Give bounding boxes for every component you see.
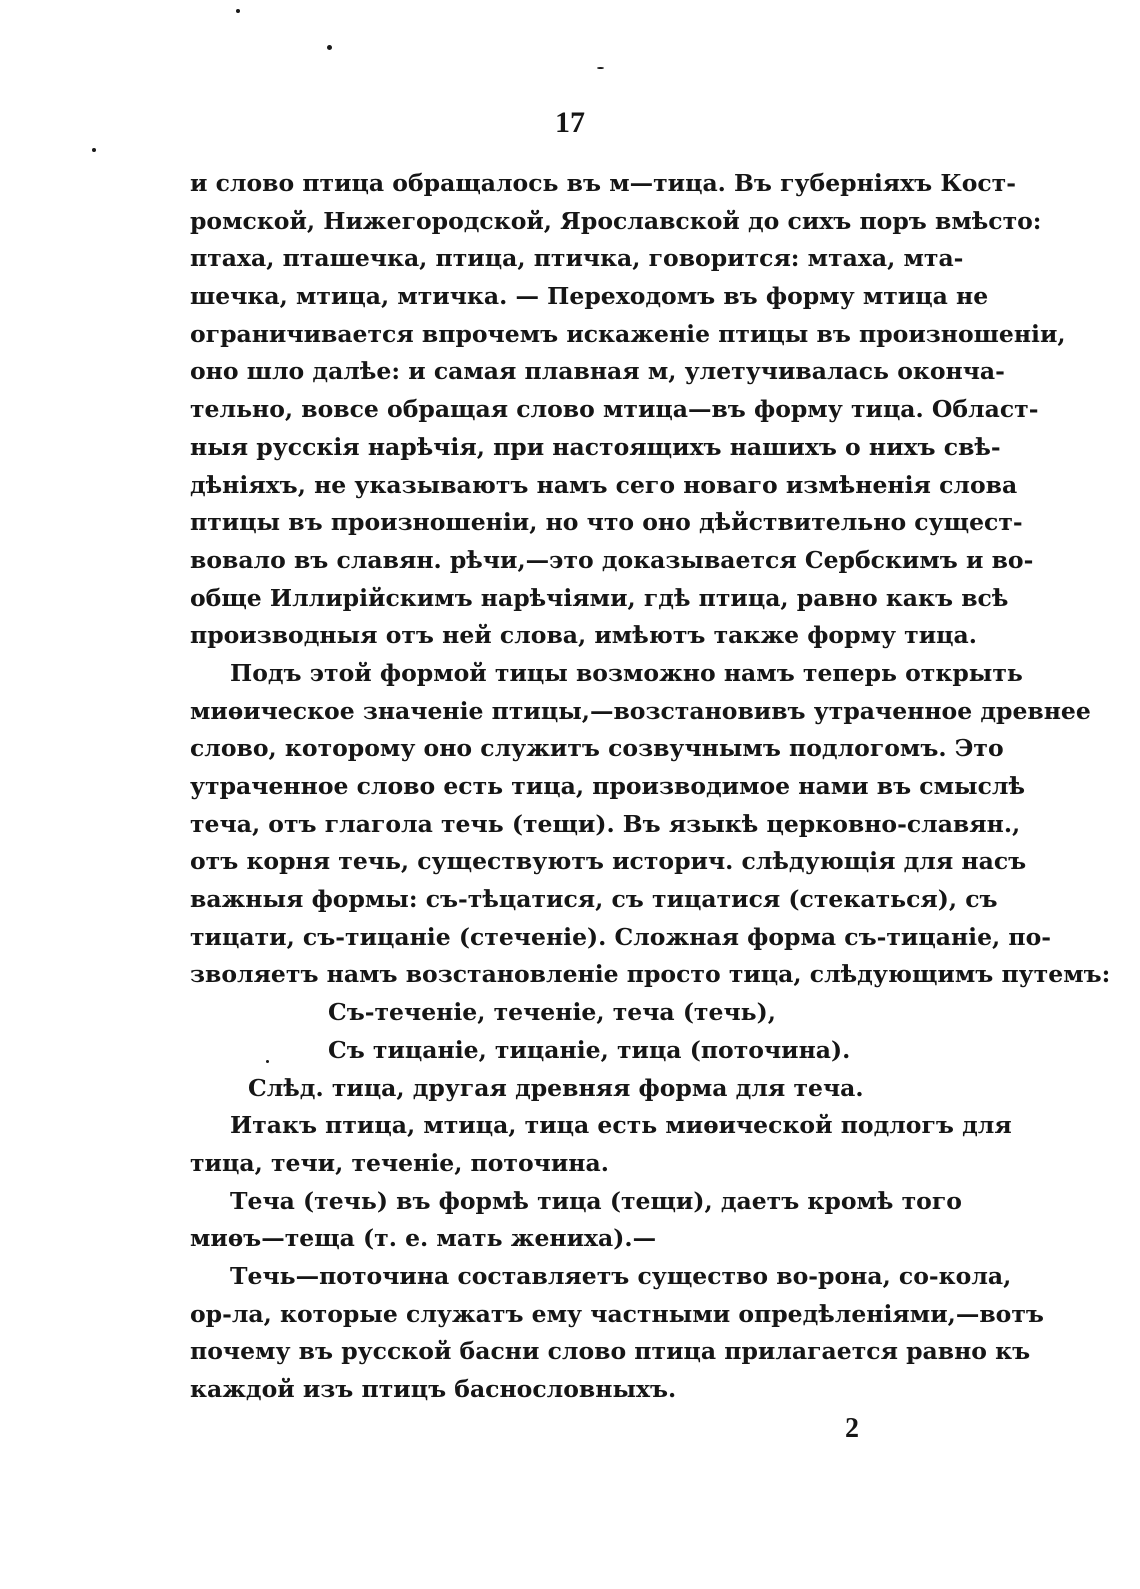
scan-speck xyxy=(327,45,332,50)
text-line: тица, течи, теченіе, поточина. xyxy=(190,1148,609,1177)
text-line: и слово птица обращалось въ м—тица. Въ губерніяхъ Кост- xyxy=(190,169,1016,197)
formula-line: Съ-теченіе, теченіе, теча (течь), xyxy=(328,998,776,1027)
text-line: утраченное слово есть тица, производимое нами въ смыслѣ xyxy=(190,772,1025,800)
text-line: вовало въ славян. рѣчи,—это доказывается Сербскимъ и во- xyxy=(190,545,1034,574)
text-line: обще Иллирійскимъ нарѣчіями, гдѣ птица, равно какъ всѣ xyxy=(190,583,1009,612)
text-line: птаха, пташечка, птица, птичка, говорится: мтаха, мта- xyxy=(190,244,964,273)
text-line: отъ корня течь, существуютъ историч. слѣдующія для насъ xyxy=(190,847,1027,876)
text-line: тицати, съ-тицаніе (стеченіе). Сложная форма съ-тицаніе, по- xyxy=(190,922,1052,951)
text-line: ромской, Нижегородской, Ярославской до сихъ поръ вмѣсто: xyxy=(190,206,1042,235)
text-line: важныя формы: съ-тѣцатися, съ тицатися (стекаться), съ xyxy=(190,885,998,914)
text-line: зволяетъ намъ возстановленіе просто тица, слѣдующимъ путемъ: xyxy=(190,960,1111,989)
text-line: Итакъ птица, мтица, тица есть миѳической подлогъ для xyxy=(230,1111,1012,1140)
text-line: миѳическое значеніе птицы,—возстановивъ утраченное древнее xyxy=(190,696,1091,725)
scan-speck xyxy=(92,148,96,152)
text-line: птицы въ произношеніи, но что оно дѣйствительно сущест- xyxy=(190,508,1023,537)
text-line: теча, отъ глагола течь (тещи). Въ языкѣ церковно-славян., xyxy=(190,809,1021,838)
text-line: производныя отъ ней слова, имѣютъ также форму тица. xyxy=(190,621,977,650)
text-line: ныя русскія нарѣчія, при настоящихъ нашихъ о нихъ свѣ- xyxy=(190,432,1001,461)
text-line: оно шло далѣе: и самая плавная м, улетучивалась оконча- xyxy=(190,357,1005,386)
text-line: шечка, мтица, мтичка. — Переходомъ въ форму мтица не xyxy=(190,282,989,311)
conclusion-line: Слѣд. тица, другая древняя форма для теча. xyxy=(248,1073,864,1102)
text-line: тельно, вовсе обращая слово мтица—въ форму тица. Област- xyxy=(190,395,1039,424)
text-line: ор-ла, которые служатъ ему частными опредѣленіями,—вотъ xyxy=(190,1299,1044,1328)
scan-speck xyxy=(597,67,604,69)
text-line: Подъ этой формой тицы возможно намъ теперь открыть xyxy=(230,658,1023,687)
page-number: 17 xyxy=(555,106,585,139)
text-line: каждой изъ птицъ баснословныхъ. xyxy=(190,1375,677,1403)
signature-mark: 2 xyxy=(845,1413,859,1444)
text-line: ограничивается впрочемъ искаженіе птицы въ произношеніи, xyxy=(190,319,1066,348)
text-line: слово, которому оно служитъ созвучнымъ подлогомъ. Это xyxy=(190,734,1004,763)
text-line: дѣніяхъ, не указываютъ намъ сего новаго измѣненія слова xyxy=(190,470,1018,499)
text-line: почему въ русской басни слово птица прилагается равно къ xyxy=(190,1337,1031,1366)
scan-speck xyxy=(236,9,240,13)
text-line: Течь—поточина составляетъ существо во-рона, со-кола, xyxy=(230,1261,1012,1290)
body-text xyxy=(190,165,1111,1409)
formula-line: Съ тицаніе, тицаніе, тица (поточина). xyxy=(328,1035,851,1064)
text-line: Теча (течь) въ формѣ тица (тещи), даетъ кромѣ того xyxy=(230,1186,962,1215)
text-line: миѳъ—теща (т. е. мать жениха).— xyxy=(190,1224,657,1253)
